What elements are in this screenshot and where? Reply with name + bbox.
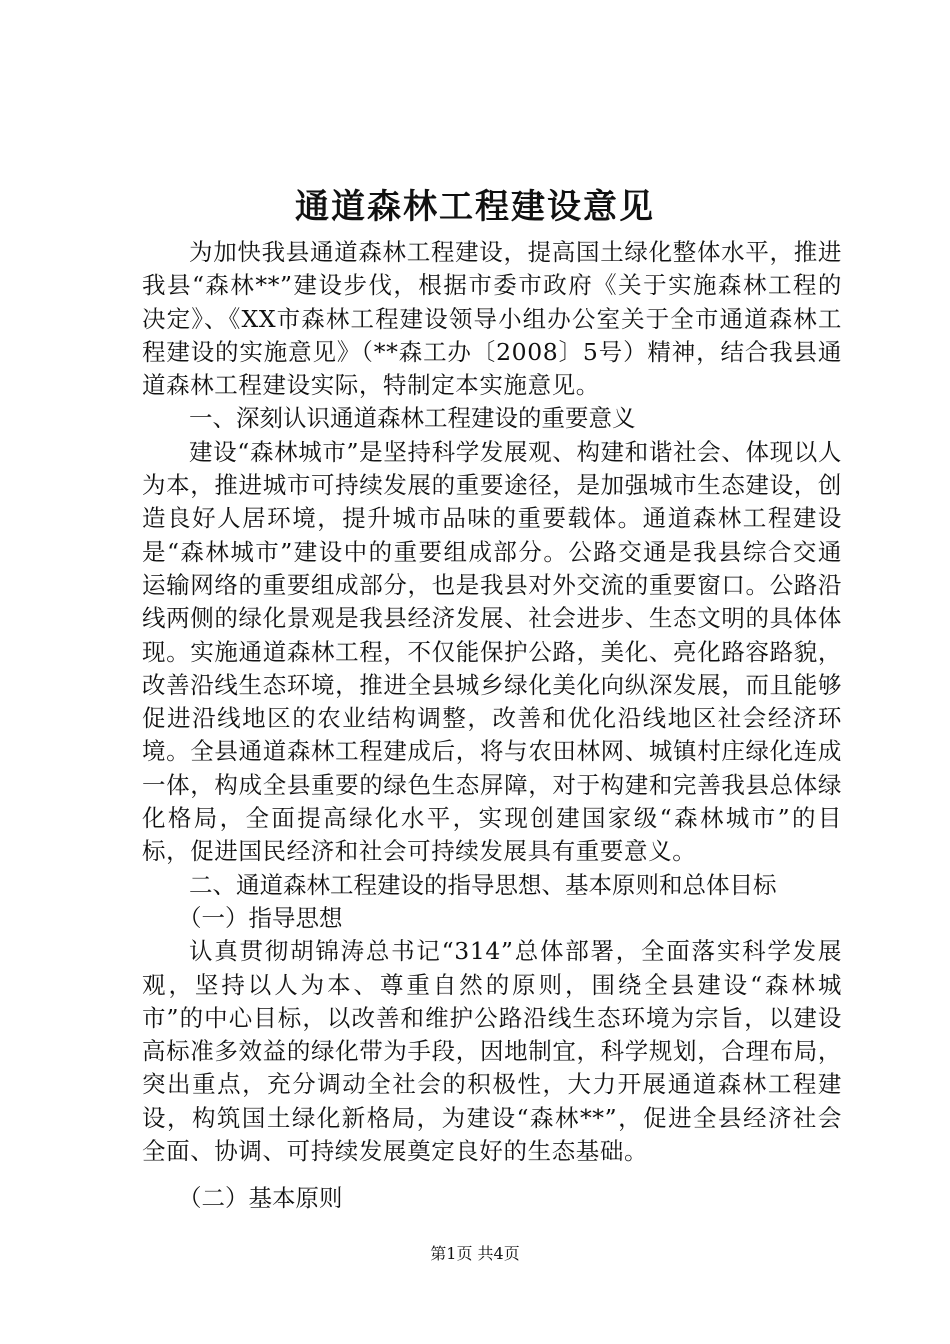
intro-paragraph: 为加快我县通道森林工程建设，提高国土绿化整体水平，推进我县“森林**”建设步伐，根据市委市政府《关于实施森林工程的决定》、《XX市森林工程建设领导小组办公室关于全市通道森林工程建设的实施意见》（**森工办〔2008〕5号）精神，结合我县通道森林工程建设实际，特制定本实施意见。	[142, 238, 842, 400]
section-heading-2: 二、通道森林工程建设的指导思想、基本原则和总体目标	[189, 870, 777, 899]
page-footer: 第1页 共4页	[430, 1244, 520, 1263]
subsection-heading-2: （二）基本原则	[178, 1184, 343, 1213]
section-1-paragraph: 建设“森林城市”是坚持科学发展观、构建和谐社会、体现以人为本，推进城市可持续发展的重要途径，是加强城市生态建设，创造良好人居环境，提升城市品味的重要载体。通道森林工程建设是“森林城市”建设中的重要组成部分。公路交通是我县综合交通运输网络的重要组成部分，也是我县对外交流的重要窗口。公路沿线两侧的绿化景观是我县经济发展、社会进步、生态文明的具体体现。实施通道森林工程，不仅能保护公路，美化、亮化路容路貌，改善沿线生态环境，推进全县城乡绿化美化向纵深发展，而且能够促进沿线地区的农业结构调整，改善和优化沿线地区社会经济环境。全县通道森林工程建成后，将与农田林网、城镇村庄绿化连成一体，构成全县重要的绿色生态屏障，对于构建和完善我县总体绿化格局，全面提高绿化水平，实现创建国家级“森林城市”的目标，促进国民经济和社会可持续发展具有重要意义。	[142, 437, 842, 866]
section-heading-1: 一、深刻认识通道森林工程建设的重要意义	[189, 404, 636, 433]
subsection-heading-1: （一）指导思想	[178, 903, 343, 932]
subsection-1-paragraph: 认真贯彻胡锦涛总书记“314”总体部署，全面落实科学发展观，坚持以人为本、尊重自然的原则，围绕全县建设“森林城市”的中心目标，以改善和维护公路沿线生态环境为宗旨，以建设高标准多效益的绿化带为手段，因地制宜，科学规划，合理布局，突出重点，充分调动全社会的积极性，大力开展通道森林工程建设，构筑国土绿化新格局，为建设“森林**”，促进全县经济社会全面、协调、可持续发展奠定良好的生态基础。	[142, 937, 842, 1166]
document-title: 通道森林工程建设意见	[295, 187, 655, 227]
document-body	[142, 236, 842, 1216]
